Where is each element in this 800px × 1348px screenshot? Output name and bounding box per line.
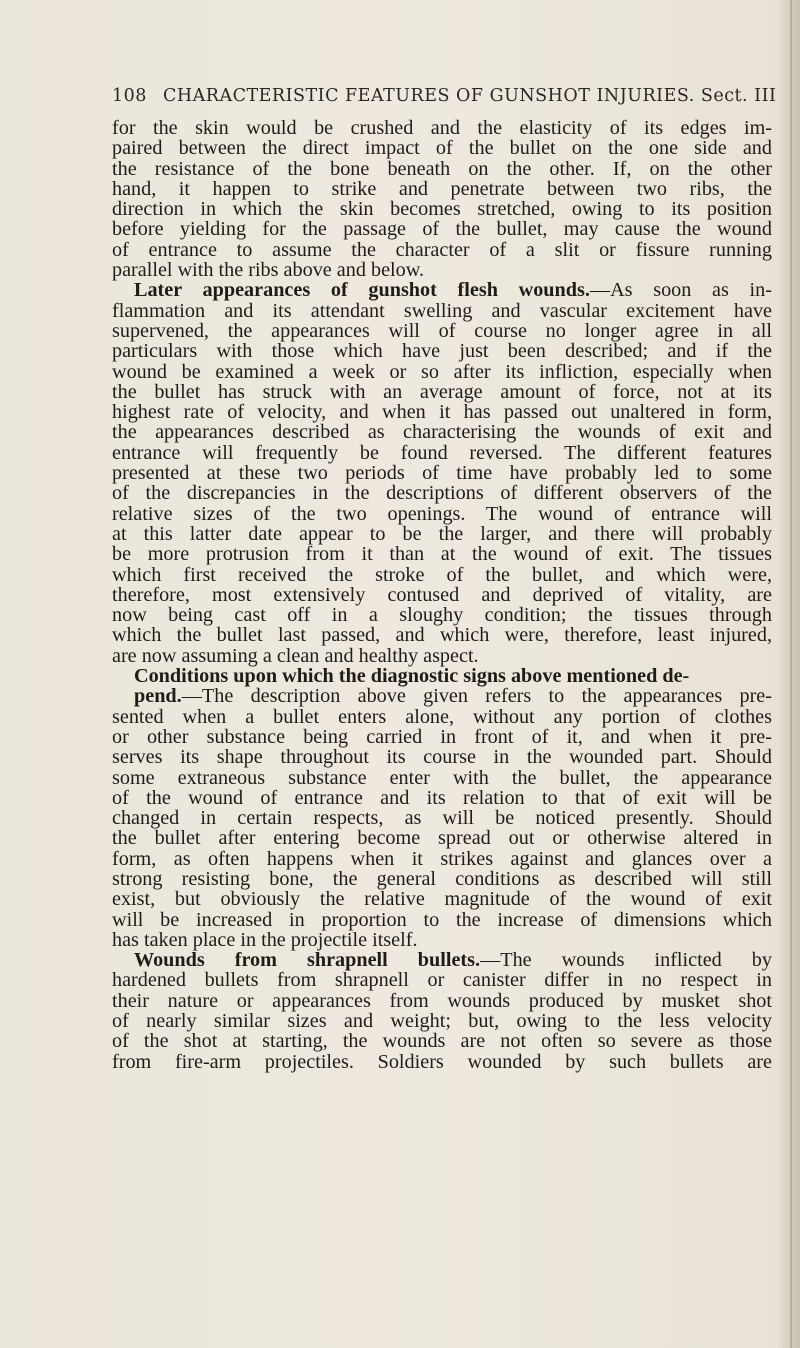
line-text: entrance will frequently be found reversed. The different features — [112, 441, 772, 464]
text-line — [112, 362, 772, 382]
line-text: the resistance of the bone beneath on the other. If, on the other — [112, 157, 772, 180]
line-text: form, as often happens when it strikes against and glances over a — [112, 847, 772, 870]
text-line — [112, 321, 772, 341]
line-text: paired between the direct impact of the bullet on the one side and — [112, 137, 772, 160]
line-text: or other substance being carried in front of it, and when it pre- — [112, 725, 772, 748]
text-line — [112, 910, 772, 930]
line-text: of the discrepancies in the descriptions of different observers of the — [112, 482, 772, 505]
text-line — [112, 118, 772, 138]
text-line — [112, 869, 772, 889]
text-line — [112, 625, 772, 645]
line-text: their nature or appearances from wounds produced by musket shot — [112, 989, 772, 1012]
line-text: of nearly similar sizes and weight; but, owing to the less velocity — [112, 1010, 772, 1033]
text-line — [112, 1011, 772, 1031]
text-line — [112, 402, 772, 422]
text-line — [112, 504, 772, 524]
line-text: highest rate of velocity, and when it has passed out unaltered in form, — [112, 401, 772, 424]
line-text: are now assuming a clean and healthy aspect. — [112, 644, 479, 667]
line-text: serves its shape throughout its course in the wounded part. Should — [112, 746, 772, 769]
text-line — [112, 849, 772, 869]
text-line — [112, 483, 772, 503]
text-line — [112, 768, 772, 788]
text-line — [112, 1052, 772, 1072]
text-line — [112, 747, 772, 767]
line-text: which the bullet last passed, and which were, therefore, least injured, — [112, 624, 772, 647]
text-line — [112, 159, 772, 179]
line-text: will be increased in proportion to the increase of dimensions which — [112, 908, 772, 931]
line-text: strong resisting bone, the general conditions as described will still — [112, 867, 772, 890]
line-text: flammation and its attendant swelling and vascular excitement have — [112, 299, 772, 322]
text-line — [112, 828, 772, 848]
line-text: from fire-arm projectiles. Soldiers wounded by such bullets are — [112, 1050, 772, 1073]
line-text: some extraneous substance enter with the bullet, the appearance — [112, 766, 772, 789]
text-line — [112, 382, 772, 402]
section-heading: pend. — [134, 685, 182, 708]
line-text: hand, it happen to strike and penetrate between two ribs, the — [112, 177, 772, 200]
line-text: particulars with those which have just been described; and if the — [112, 340, 772, 363]
line-text: the bullet has struck with an average amount of force, not at its — [112, 380, 772, 403]
section-heading-line — [112, 666, 772, 686]
text-line — [112, 443, 772, 463]
text-line — [112, 219, 772, 239]
line-text: of the wound of entrance and its relation to that of exit will be — [112, 786, 772, 809]
text-line — [112, 524, 772, 544]
text-line — [112, 565, 772, 585]
line-text: the bullet after entering become spread out or otherwise altered in — [112, 827, 772, 850]
line-text: of entrance to assume the character of a slit or fissure running — [112, 238, 772, 261]
text-line — [112, 585, 772, 605]
line-text: direction in which the skin becomes stretched, owing to its position — [112, 198, 772, 221]
text-line — [112, 808, 772, 828]
line-text: —The description above given refers to the appearances pre- — [181, 685, 772, 708]
page-binding-line — [790, 0, 792, 1348]
text-line — [112, 707, 772, 727]
text-line — [112, 991, 772, 1011]
section-heading: Wounds from shrapnell bullets. — [134, 949, 481, 972]
section-heading-line — [112, 280, 772, 300]
line-text: wound be examined a week or so after its infliction, especially when — [112, 360, 772, 383]
line-text: at this latter date appear to be the larger, and there will probably — [112, 522, 772, 545]
line-text: —As soon as in- — [589, 279, 772, 302]
line-text: exist, but obviously the relative magnitude of the wound of exit — [112, 888, 772, 911]
line-text: presented at these two periods of time have probably led to some — [112, 462, 772, 485]
line-text: sented when a bullet enters alone, without any portion of clothes — [112, 705, 772, 728]
text-line — [112, 138, 772, 158]
section-heading: Later appearances of gunshot flesh wounds. — [134, 279, 590, 302]
text-line — [112, 889, 772, 909]
line-text: be more protrusion from it than at the wound of exit. The tissues — [112, 543, 772, 566]
text-line — [112, 727, 772, 747]
line-text: for the skin would be crushed and the elasticity of its edges im- — [112, 117, 772, 139]
line-text: which first received the stroke of the bullet, and which were, — [112, 563, 772, 586]
line-text: —The wounds inflicted by — [480, 949, 772, 972]
section-heading-line — [112, 686, 772, 706]
text-line — [112, 544, 772, 564]
text-line — [112, 301, 772, 321]
section-heading: Conditions upon which the diagnostic signs above mentioned de- — [134, 665, 690, 688]
running-title: CHARACTERISTIC FEATURES OF GUNSHOT INJURIES. — [162, 86, 695, 106]
line-text: changed in certain respects, as will be noticed presently. Should — [112, 807, 772, 830]
line-text: supervened, the appearances will of course no longer agree in all — [112, 319, 772, 342]
page-binding-edge — [778, 0, 800, 1348]
text-line — [112, 605, 772, 625]
section-heading-line — [112, 950, 772, 970]
line-text: the appearances described as characterising the wounds of exit and — [112, 421, 772, 444]
line-text: before yielding for the passage of the bullet, may cause the wound — [112, 218, 772, 241]
text-line — [112, 422, 772, 442]
line-text: of the shot at starting, the wounds are not often so severe as those — [112, 1030, 772, 1053]
text-line — [112, 179, 772, 199]
page-number: 108 — [112, 86, 147, 106]
line-text: hardened bullets from shrapnell or canister differ in no respect in — [112, 969, 772, 992]
text-line — [112, 970, 772, 990]
line-text: parallel with the ribs above and below. — [112, 259, 425, 282]
running-head — [112, 86, 777, 106]
body-text — [112, 118, 772, 1072]
text-line — [112, 930, 772, 950]
line-text: relative sizes of the two openings. The wound of entrance will — [112, 502, 772, 525]
text-line — [112, 240, 772, 260]
text-line — [112, 646, 772, 666]
text-line — [112, 788, 772, 808]
text-line — [112, 199, 772, 219]
section-label: Sect. III — [700, 86, 777, 106]
line-text: has taken place in the projectile itself. — [112, 928, 418, 951]
text-line — [112, 260, 772, 280]
text-line — [112, 463, 772, 483]
text-line — [112, 1031, 772, 1051]
line-text: now being cast off in a sloughy condition; the tissues through — [112, 604, 772, 627]
text-line — [112, 341, 772, 361]
line-text: therefore, most extensively contused and deprived of vitality, are — [112, 583, 772, 606]
